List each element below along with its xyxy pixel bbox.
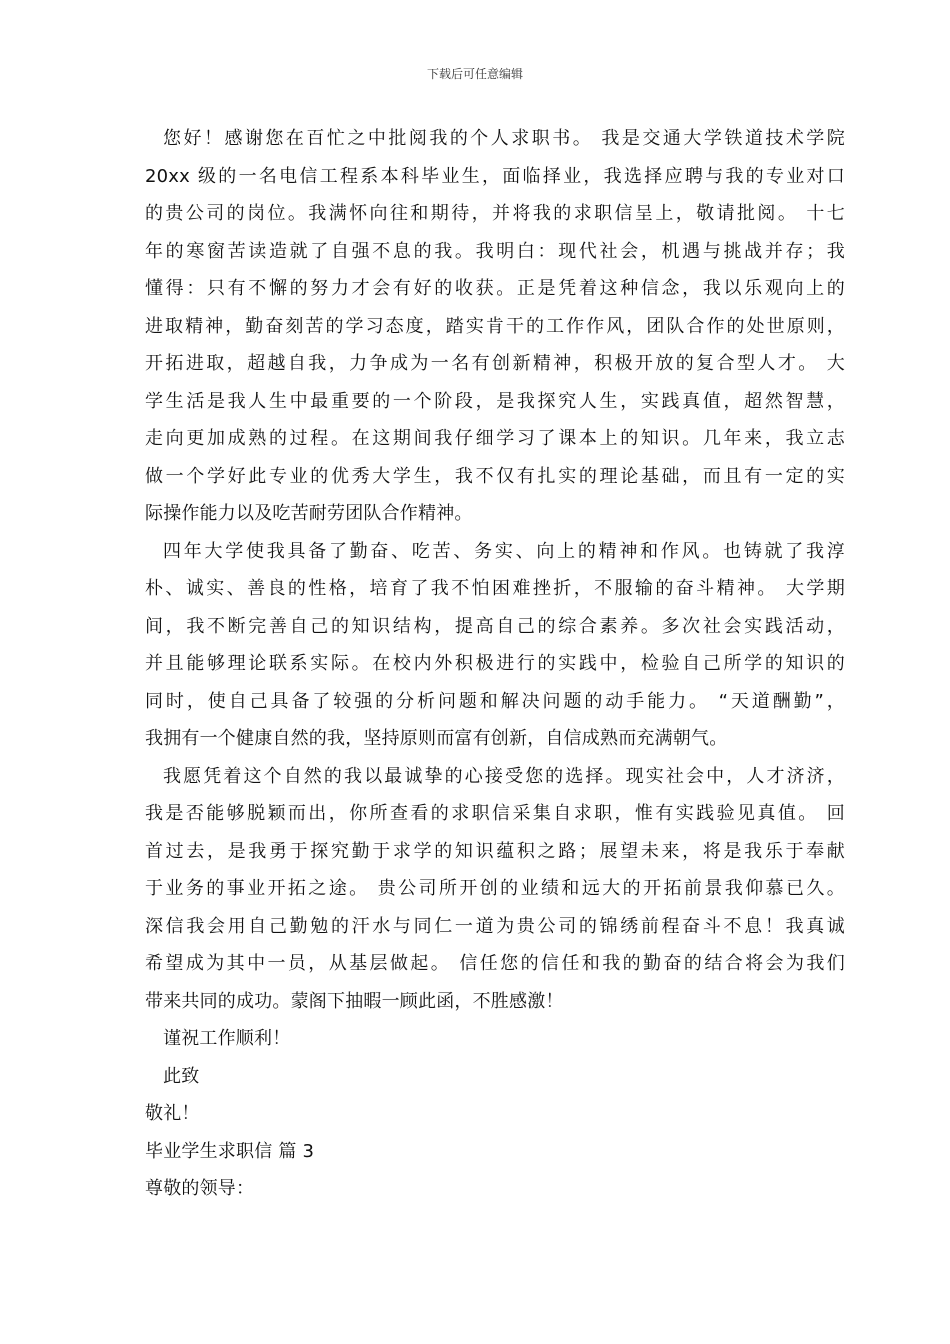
text-line: 尊敬的领导： bbox=[145, 1178, 255, 1199]
text-line: 进取精神，勤奋刻苦的学习态度，踏实肯干的工作作风，团队合作的处世原则， bbox=[145, 315, 845, 337]
text-line: 毕业学生求职信 篇 3 bbox=[145, 1140, 315, 1162]
text-line: 间，我不断完善自己的知识结构，提高自己的综合素养。多次社会实践活动， bbox=[145, 615, 845, 637]
text-line: 深信我会用自己勤勉的汗水与同仁一道为贵公司的锦绣前程奋斗不息！我真诚 bbox=[145, 915, 845, 937]
text-line: 我愿凭着这个自然的我以最诚挚的心接受您的选择。现实社会中，人才济济， bbox=[163, 765, 845, 787]
text-line: 此致 bbox=[163, 1065, 200, 1087]
text-line: 我拥有一个健康自然的我，坚持原则而富有创新，自信成熟而充满朝气。 bbox=[145, 728, 728, 749]
text-line: 开拓进取，超越自我，力争成为一名有创新精神，积极开放的复合型人才。 大 bbox=[145, 353, 845, 374]
text-line: 首过去，是我勇于探究勤于求学的知识蕴积之路；展望未来，将是我乐于奉献 bbox=[145, 840, 845, 862]
text-line: 做一个学好此专业的优秀大学生，我不仅有扎实的理论基础，而且有一定的实 bbox=[145, 465, 845, 487]
text-line: 的贵公司的岗位。我满怀向往和期待，并将我的求职信呈上，敬请批阅。 十七 bbox=[145, 203, 845, 224]
text-line: 谨祝工作顺利！ bbox=[163, 1028, 291, 1049]
text-line: 同时，使自己具备了较强的分析问题和解决问题的动手能力。 “天道酬勤”， bbox=[145, 690, 845, 712]
text-line: 朴、诚实、善良的性格，培育了我不怕困难挫折，不服输的奋斗精神。 大学期 bbox=[145, 578, 845, 599]
text-line: 带来共同的成功。蒙阁下抽暇一顾此函，不胜感激！ bbox=[145, 990, 564, 1012]
text-line: 我是否能够脱颖而出，你所查看的求职信采集自求职，惟有实践验见真值。 回 bbox=[145, 803, 845, 824]
text-line: 懂得：只有不懈的努力才会有好的收获。正是凭着这种信念，我以乐观向上的 bbox=[145, 278, 845, 299]
document-body bbox=[145, 120, 845, 1208]
text-line: 并且能够理论联系实际。在校内外积极进行的实践中，检验自己所学的知识的 bbox=[145, 653, 845, 674]
text-line: 您好！感谢您在百忙之中批阅我的个人求职书。 我是交通大学铁道技术学院 bbox=[163, 128, 845, 149]
text-line: 敬礼！ bbox=[145, 1103, 200, 1124]
text-line: 际操作能力以及吃苦耐劳团队合作精神。 bbox=[145, 503, 473, 524]
page-header-note: 下载后可任意编辑 bbox=[426, 67, 523, 81]
text-line: 于业务的事业开拓之途。 贵公司所开创的业绩和远大的开拓前景我仰慕已久。 bbox=[145, 878, 845, 899]
text-line: 学生活是我人生中最重要的一个阶段，是我探究人生，实践真值，超然智慧， bbox=[145, 390, 845, 412]
text-line: 年的寒窗苦读造就了自强不息的我。我明白：现代社会，机遇与挑战并存；我 bbox=[145, 240, 845, 262]
text-line: 希望成为其中一员，从基层做起。 信任您的信任和我的勤奋的结合将会为我们 bbox=[145, 953, 845, 974]
text-line: 20xx 级的一名电信工程系本科毕业生，面临择业，我选择应聘与我的专业对口 bbox=[145, 165, 845, 187]
text-line: 走向更加成熟的过程。在这期间我仔细学习了课本上的知识。几年来，我立志 bbox=[145, 428, 845, 449]
text-line: 四年大学使我具备了勤奋、吃苦、务实、向上的精神和作风。也铸就了我淳 bbox=[163, 540, 845, 562]
